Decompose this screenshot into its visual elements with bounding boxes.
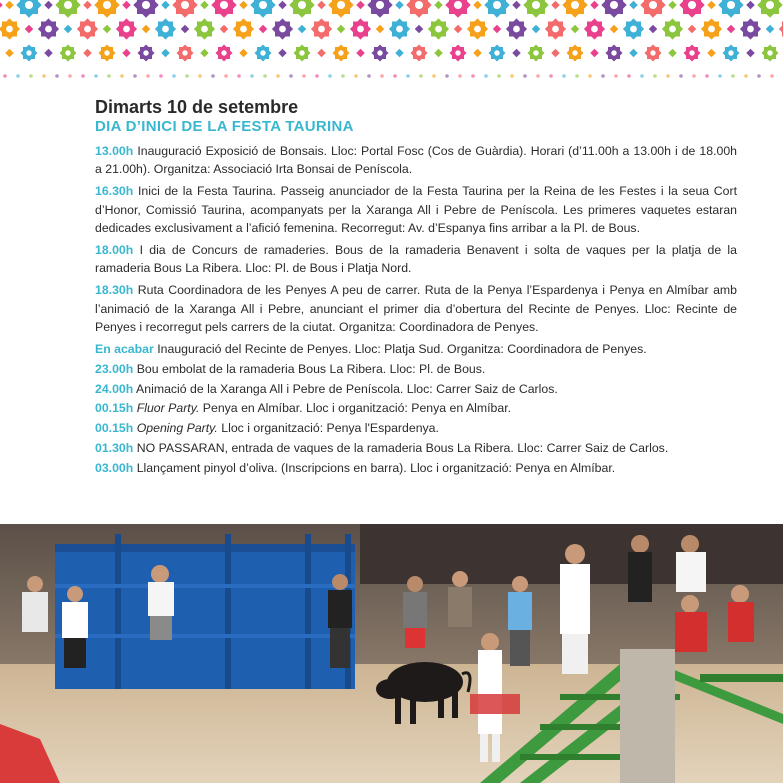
entry-time: En acabar xyxy=(95,342,154,357)
mosaic-dot xyxy=(445,74,449,78)
entry-text: Inici de la Festa Taurina. Passeig anunciador de la Festa Taurina per la Reina de les Festes i la seua Cort d’Honor, Comissió Taurina, acompanyats per la Xaranga All i Pebre de Peníscola. Les primeres vaquetes estaran dedicades exclusivament a l’afició femenina. Recorregut: Av. d’Espanya fins arribar a la Pl. de Bous. xyxy=(95,184,738,235)
mosaic-dot xyxy=(317,49,325,57)
mosaic-dot xyxy=(419,74,423,78)
mosaic-star xyxy=(584,18,605,39)
mosaic-dot xyxy=(614,74,618,78)
entry-time: 18.30h xyxy=(95,283,134,298)
mosaic-star xyxy=(684,45,701,62)
mosaic-star xyxy=(255,45,272,62)
mosaic-dot xyxy=(25,25,33,33)
mosaic-dot xyxy=(278,1,286,9)
mosaic-dot xyxy=(172,74,176,78)
mosaic-star xyxy=(350,18,371,39)
mosaic-star xyxy=(606,45,623,62)
mosaic-star xyxy=(450,45,467,62)
mosaic-dot xyxy=(198,74,202,78)
mosaic-dot xyxy=(688,25,696,33)
mosaic-dot xyxy=(458,74,462,78)
entry-time: 23.00h xyxy=(95,361,134,376)
schedule-entry xyxy=(95,419,737,437)
mosaic-dot xyxy=(590,49,598,57)
mosaic-dot xyxy=(122,1,130,9)
mosaic-dot xyxy=(434,49,442,57)
mosaic-star xyxy=(506,18,527,39)
entry-time: 16.30h xyxy=(95,184,134,199)
mosaic-dot xyxy=(263,74,267,78)
mosaic-dot xyxy=(395,49,403,57)
mosaic-dot xyxy=(746,49,754,57)
mosaic-star xyxy=(250,0,275,18)
mosaic-star xyxy=(445,0,470,18)
mosaic-dot xyxy=(259,25,267,33)
entry-text: Bou embolat de la ramaderia Bous La Ribera. Lloc: Pl. de Bous. xyxy=(136,361,486,376)
mosaic-star xyxy=(645,45,662,62)
mosaic-dot xyxy=(406,74,410,78)
mosaic-star xyxy=(38,18,59,39)
day-title: Dimarts 10 de setembre xyxy=(95,97,299,117)
mosaic-dot xyxy=(44,1,52,9)
mosaic-dot xyxy=(380,74,384,78)
schedule-entry xyxy=(95,399,737,417)
mosaic-star xyxy=(367,0,392,18)
mosaic-star xyxy=(718,0,743,18)
mosaic-dot xyxy=(44,49,52,57)
mosaic-header-decoration xyxy=(0,0,783,82)
mosaic-star xyxy=(406,0,431,18)
entry-text: NO PASSARAN, entrada de vaques de la ramaderia Bous La Ribera. Lloc: Carrer Saiz de Carlos. xyxy=(136,441,669,456)
program-content xyxy=(95,96,737,479)
mosaic-star xyxy=(467,18,488,39)
mosaic-dot xyxy=(341,74,345,78)
mosaic-dot xyxy=(668,49,676,57)
entry-text: Lloc i organització: Penya l'Espardenya. xyxy=(221,421,439,436)
mosaic-star xyxy=(60,45,77,62)
green-rail xyxy=(700,674,783,682)
mosaic-dot xyxy=(302,74,306,78)
entry-text: Ruta Coordinadora de les Penyes A peu de carrer. Ruta de la Penya l’Espardenya i Penya en Almíbar amb l’animació de la Xaranga All i Pebre, anunciant el primer dia d’obertura del Recinte de Penyes. Lloc: Recinte de Penyes i recorregut pels carrers de la ciutat. Organitza: Coordinadora de Penyes. xyxy=(95,283,737,334)
schedule-entry xyxy=(95,182,737,237)
mosaic-dot xyxy=(376,25,384,33)
mosaic-star xyxy=(757,0,782,18)
mosaic-dot xyxy=(356,1,364,9)
mosaic-dot xyxy=(5,1,13,9)
mosaic-star xyxy=(762,45,779,62)
mosaic-star xyxy=(411,45,428,62)
entry-text: Llançament pinyol d’oliva. (Inscripcions en barra). Lloc i organització: Penya en Almíbar. xyxy=(136,460,616,475)
mosaic-dot xyxy=(666,74,670,78)
photo-illustration xyxy=(0,524,783,783)
mosaic-dot xyxy=(237,74,241,78)
mosaic-dot xyxy=(107,74,111,78)
mosaic-dot xyxy=(629,49,637,57)
mosaic-dot xyxy=(432,74,436,78)
mosaic-star xyxy=(294,45,311,62)
schedule-entry xyxy=(95,439,737,457)
entry-event-name: Fluor Party. xyxy=(136,401,200,416)
mosaic-star xyxy=(133,0,158,18)
mosaic-dot xyxy=(367,74,371,78)
mosaic-dot xyxy=(551,49,559,57)
mosaic-dot xyxy=(220,25,228,33)
entry-text: Inauguració del Recinte de Penyes. Lloc: Platja Sud. Organitza: Coordinadora de Penyes. xyxy=(157,342,647,357)
schedule-entry xyxy=(95,360,737,378)
mosaic-star xyxy=(601,0,626,18)
mosaic-dot xyxy=(224,74,228,78)
mosaic-dot xyxy=(484,74,488,78)
mosaic-star xyxy=(701,18,722,39)
mosaic-dot xyxy=(276,74,280,78)
entry-time: 13.00h xyxy=(95,144,134,158)
mosaic-dot xyxy=(512,49,520,57)
mosaic-dot xyxy=(16,74,20,78)
mosaic-dot xyxy=(356,49,364,57)
mosaic-dot xyxy=(493,25,501,33)
mosaic-star xyxy=(116,18,137,39)
mosaic-dot xyxy=(122,49,130,57)
mosaic-star xyxy=(272,18,293,39)
mosaic-star xyxy=(567,45,584,62)
mosaic-dot xyxy=(3,74,7,78)
mosaic-dot xyxy=(133,74,137,78)
bullfestival-photo xyxy=(0,524,783,783)
mosaic-dot xyxy=(532,25,540,33)
mosaic-star xyxy=(216,45,233,62)
mosaic-dot xyxy=(415,25,423,33)
mosaic-dot xyxy=(120,74,124,78)
mosaic-star xyxy=(523,0,548,18)
mosaic-dot xyxy=(562,74,566,78)
schedule-entry xyxy=(95,281,737,336)
mosaic-dot xyxy=(83,49,91,57)
mosaic-dot xyxy=(707,1,715,9)
mosaic-star xyxy=(311,18,332,39)
mosaic-star xyxy=(194,18,215,39)
mosaic-dot xyxy=(395,1,403,9)
mosaic-dot xyxy=(757,74,761,78)
mosaic-dot xyxy=(627,74,631,78)
mosaic-dot xyxy=(770,74,774,78)
mosaic-dot xyxy=(103,25,111,33)
mosaic-star xyxy=(779,18,783,39)
mosaic-dot xyxy=(42,74,46,78)
mosaic-dot xyxy=(337,25,345,33)
mosaic-star xyxy=(679,0,704,18)
mosaic-dot xyxy=(161,1,169,9)
mosaic-dot xyxy=(629,1,637,9)
mosaic-dot xyxy=(159,74,163,78)
mosaic-star xyxy=(77,18,98,39)
entry-time: 24.00h xyxy=(95,381,134,396)
mosaic-dot xyxy=(679,74,683,78)
mosaic-dot xyxy=(317,1,325,9)
mosaic-dot xyxy=(575,74,579,78)
mosaic-pattern xyxy=(0,0,783,82)
mosaic-star xyxy=(562,0,587,18)
mosaic-star xyxy=(528,45,545,62)
mosaic-star xyxy=(489,45,506,62)
mosaic-star xyxy=(723,45,740,62)
mosaic-dot xyxy=(146,74,150,78)
entry-time: 18.00h xyxy=(95,243,134,258)
mosaic-dot xyxy=(536,74,540,78)
mosaic-dot xyxy=(746,1,754,9)
mosaic-star xyxy=(484,0,509,18)
entry-time: 00.15h xyxy=(95,401,134,416)
entry-time: 01.30h xyxy=(95,441,134,456)
mosaic-star xyxy=(233,18,254,39)
mosaic-star xyxy=(94,0,119,18)
mosaic-star xyxy=(640,0,665,18)
mosaic-star xyxy=(662,18,683,39)
mosaic-dot xyxy=(55,74,59,78)
mosaic-star xyxy=(372,45,389,62)
mosaic-dot xyxy=(571,25,579,33)
mosaic-star xyxy=(0,0,3,18)
mosaic-dot xyxy=(200,1,208,9)
mosaic-dot xyxy=(393,74,397,78)
mosaic-dot xyxy=(200,49,208,57)
mosaic-star xyxy=(289,0,314,18)
mosaic-star xyxy=(333,45,350,62)
entry-time: 03.00h xyxy=(95,460,134,475)
mosaic-dot xyxy=(610,25,618,33)
mosaic-dot xyxy=(328,74,332,78)
mosaic-star xyxy=(211,0,236,18)
mosaic-dot xyxy=(142,25,150,33)
entry-text: Inauguració Exposició de Bonsais. Lloc: Portal Fosc (Cos de Guàrdia). Horari (d’11.00h a 13.00h i de 18.00h a 21.00h). Organitza: Associació Irta Bonsai de Peníscola. xyxy=(95,144,738,177)
mosaic-star xyxy=(172,0,197,18)
mosaic-dot xyxy=(640,74,644,78)
mosaic-star xyxy=(428,18,449,39)
mosaic-dot xyxy=(653,74,657,78)
mosaic-dot xyxy=(727,25,735,33)
entry-time: 00.15h xyxy=(95,421,134,436)
entry-event-name: Opening Party. xyxy=(136,421,218,436)
schedule-entry xyxy=(95,142,737,178)
mosaic-dot xyxy=(473,1,481,9)
schedule-entry xyxy=(95,459,737,477)
mosaic-star xyxy=(389,18,410,39)
schedule-entry xyxy=(95,241,737,277)
mosaic-dot xyxy=(29,74,33,78)
mosaic-dot xyxy=(510,74,514,78)
mosaic-dot xyxy=(68,74,72,78)
mosaic-dot xyxy=(707,49,715,57)
mosaic-star xyxy=(155,18,176,39)
mosaic-star xyxy=(545,18,566,39)
mosaic-star xyxy=(328,0,353,18)
mosaic-dot xyxy=(94,74,98,78)
mosaic-dot xyxy=(185,74,189,78)
mosaic-star xyxy=(99,45,116,62)
mosaic-dot xyxy=(705,74,709,78)
schedule-entry xyxy=(95,340,737,358)
mosaic-dot xyxy=(744,74,748,78)
section-title: DIA D’INICI DE LA FESTA TAURINA xyxy=(95,118,354,135)
mosaic-dot xyxy=(692,74,696,78)
mosaic-dot xyxy=(668,1,676,9)
mosaic-star xyxy=(623,18,644,39)
mosaic-dot xyxy=(588,74,592,78)
mosaic-dot xyxy=(471,74,475,78)
mosaic-dot xyxy=(649,25,657,33)
mosaic-dot xyxy=(181,25,189,33)
blue-fence xyxy=(55,534,355,689)
mosaic-dot xyxy=(551,1,559,9)
mosaic-dot xyxy=(5,49,13,57)
mosaic-star xyxy=(21,45,38,62)
entry-text: Animació de la Xaranga All i Pebre de Peníscola. Lloc: Carrer Saiz de Carlos. xyxy=(136,381,558,396)
entry-text: I dia de Concurs de ramaderies. Bous de la ramaderia Benavent i solta de vaques per la platja de la ramaderia Bous La Ribera. Lloc: Pl. de Bous i Platja Nord. xyxy=(95,243,737,276)
mosaic-star xyxy=(177,45,194,62)
mosaic-dot xyxy=(161,49,169,57)
mosaic-dot xyxy=(473,49,481,57)
mosaic-star xyxy=(740,18,761,39)
mosaic-dot xyxy=(512,1,520,9)
mosaic-dot xyxy=(64,25,72,33)
mosaic-dot xyxy=(211,74,215,78)
mosaic-dot xyxy=(278,49,286,57)
mosaic-star xyxy=(138,45,155,62)
mosaic-dot xyxy=(81,74,85,78)
mosaic-dot xyxy=(590,1,598,9)
mosaic-dot xyxy=(83,1,91,9)
mosaic-star xyxy=(55,0,80,18)
mosaic-dot xyxy=(298,25,306,33)
mosaic-dot xyxy=(731,74,735,78)
mosaic-dot xyxy=(289,74,293,78)
mosaic-dot xyxy=(766,25,774,33)
mosaic-dot xyxy=(549,74,553,78)
entry-text: Penya en Almíbar. Lloc i organització: Penya en Almíbar. xyxy=(202,401,512,416)
mosaic-dot xyxy=(718,74,722,78)
mosaic-dot xyxy=(250,74,254,78)
mosaic-dot xyxy=(523,74,527,78)
mosaic-dot xyxy=(434,1,442,9)
concrete-pillar xyxy=(620,649,675,783)
schedule-entry xyxy=(95,380,737,398)
mosaic-dot xyxy=(354,74,358,78)
mosaic-dot xyxy=(239,1,247,9)
mosaic-star xyxy=(16,0,41,18)
mosaic-dot xyxy=(239,49,247,57)
mosaic-star xyxy=(0,18,20,39)
mosaic-dot xyxy=(497,74,501,78)
mosaic-dot xyxy=(454,25,462,33)
mosaic-dot xyxy=(315,74,319,78)
mosaic-dot xyxy=(601,74,605,78)
